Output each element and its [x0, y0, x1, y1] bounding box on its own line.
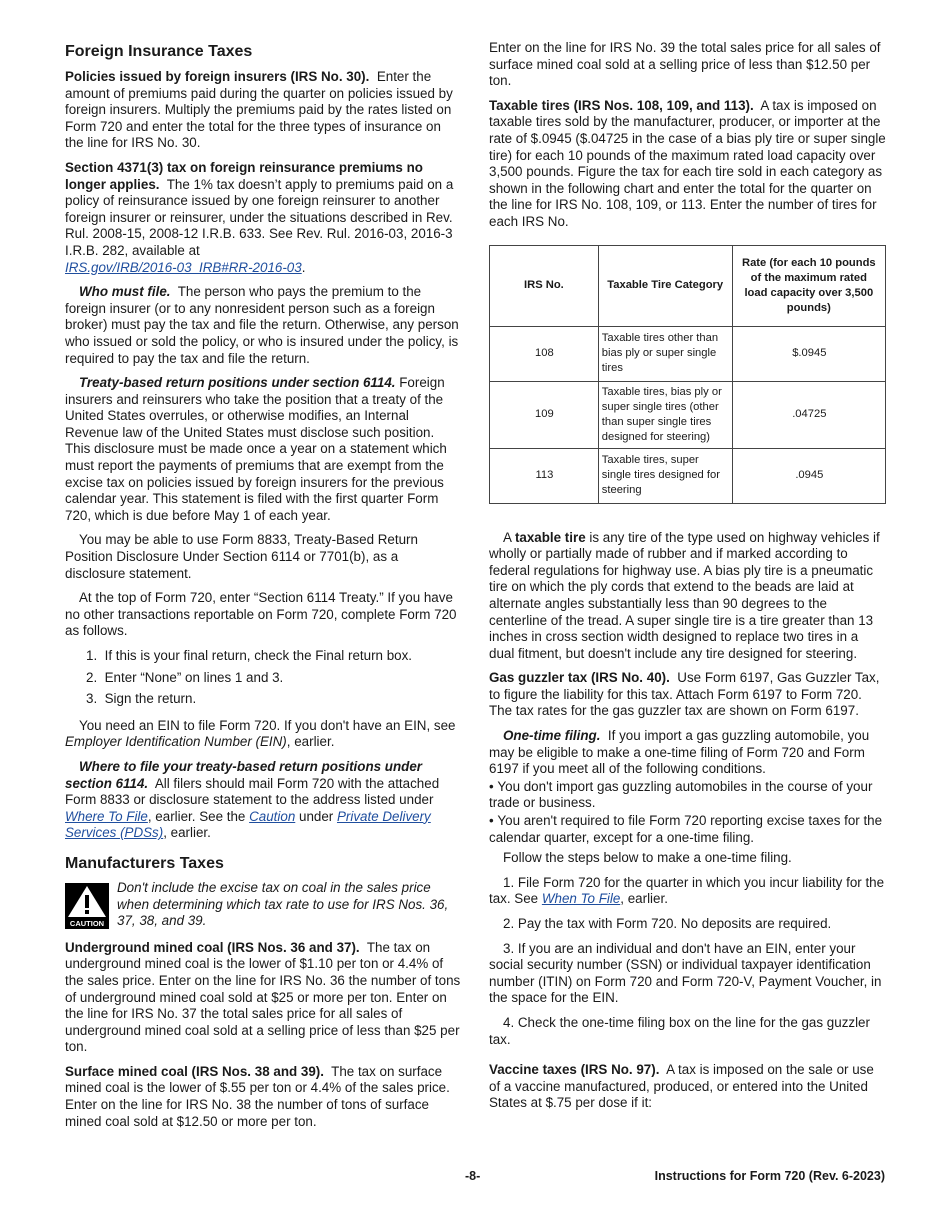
table-row — [490, 448, 886, 503]
ein-paragraph: You need an EIN to file Form 720. If you don't have an EIN, see Employer Identification Number (EIN), earlier. — [65, 717, 456, 750]
header-rate: Rate (for each 10 pounds of the maximum rated load capacity over 3,500 pounds) — [732, 245, 885, 326]
step-1: 1. File Form 720 for the quarter in which you incur liability for the tax. See When To File, earlier. — [489, 874, 885, 907]
cell-category: Taxable tires other than bias ply or super single tires — [598, 326, 732, 381]
header-irs-no: IRS No. — [490, 245, 599, 326]
table-header-row — [490, 245, 886, 326]
cell-category: Taxable tires, bias ply or super single tires (other than super single tires designed for steering) — [598, 381, 732, 448]
caution-link[interactable]: Caution — [249, 808, 296, 824]
page-number: -8- — [465, 1169, 481, 1183]
who-must-file-paragraph: Who must file. The person who pays the premium to the foreign insurer (or to any nonresident person such as a foreign broker) must pay the tax and file the return. Otherwise, any person who issued or sold the policy, or who is insured under the policy, is required to pay the tax and file the return. — [65, 284, 459, 366]
underground-coal-paragraph: Underground mined coal (IRS Nos. 36 and 37). The tax on underground mined coal is the lower of $1.10 per ton or 4.4% of the sales price. Enter on the line for IRS No. 36 the number of tons of underground mined coal sold at $25 or more per ton. Enter on the line for IRS No. 37 the total sales price for all sales of underground mined coal sold at a selling price of less than $25 per ton. — [65, 939, 461, 1055]
list-item: 2. Enter “None” on lines 1 and 3. — [86, 669, 284, 685]
list-item: 1. If this is your final return, check the Final return box. — [86, 648, 413, 663]
list-item: • You don't import gas guzzling automobiles in the course of your trade or business. — [489, 778, 873, 811]
cell-irs: 108 — [490, 326, 599, 381]
taxable-tires-paragraph: Taxable tires (IRS Nos. 108, 109, and 113). A tax is imposed on taxable tires sold by the manufacturer, producer, or importer at the rate of $.0945 ($.04725 in the case of a bias ply tire or super single tire) for each 10 pounds of the maximum rated load capacity over 3,500 pounds. Figure the tax for each tire sold in each category as shown in the following chart and enter the total for the quarter on the line for IRS No. 108, 109, or 113. Enter the number of tires for each IRS No. — [489, 97, 886, 229]
step-4: 4. Check the one-time filing box on the line for the gas guzzler tax. — [489, 1014, 870, 1047]
section-4371-paragraph: Section 4371(3) tax on foreign reinsurance premiums no longer applies. The 1% tax doesn’t apply to premiums paid on a policy of reinsurance issued by one foreign reinsurer to another foreign insurer or reinsurer, under the situations described in Rev. Rul. 2008-15, 2008-12 I.R.B. 633. See Rev. Rul. 2016-03, 2016-3 I.R.B. 282, available at IRS.gov/IRB/2016-03_IRB#RR-2016-03. — [65, 159, 454, 275]
top-of-form-paragraph: At the top of Form 720, enter “Section 6114 Treaty.” If you have no other transactions reportable on Form 720, complete Form 720 as follows. — [65, 590, 457, 639]
pds-link[interactable]: Private Delivery Services (PDSs) — [65, 808, 431, 841]
irs-39-paragraph: Enter on the line for IRS No. 39 the total sales price for all sales of surface mined coal sold at a selling price of less than $12.50 per ton. — [489, 40, 881, 89]
caution-text: Don't include the excise tax on coal in the sales price when determining which tax rate to use for IRS Nos. 36, 37, 38, and 39. — [117, 879, 449, 929]
cell-category: Taxable tires, super single tires designed for steering — [598, 448, 732, 503]
form-8833-paragraph: You may be able to use Form 8833, Treaty-Based Return Position Disclosure Under Section 6114 or 7701(b), as a disclosure statement. — [65, 532, 418, 581]
follow-steps-paragraph: Follow the steps below to make a one-time filing. — [503, 850, 792, 866]
list-item: 3. Sign the return. — [86, 691, 197, 707]
cell-rate: $.0945 — [732, 326, 885, 381]
table-row — [490, 381, 886, 448]
treaty-paragraph: Treaty-based return positions under section 6114. Foreign insurers and reinsurers who take the position that a treaty of the United States overrules, or otherwise modifies, an Internal Revenue law of the United States must disclose such position. This disclosure must be made once a year on a statement which must report the payments of premiums that are exempt from the excise tax on policies issued by foreign insurers for the previous calendar year. This statement is filed with the first quarter Form 720, which is due before May 1 of each year. — [65, 375, 447, 523]
manufacturers-taxes-heading: Manufacturers Taxes — [65, 854, 224, 872]
policies-paragraph: Policies issued by foreign insurers (IRS No. 30). Enter the amount of premiums paid during the quarter on policies issued by foreign insurers. Multiply the premiums paid by the rates listed on Form 720 and enter the total for the three types of insurance on the line for IRS No. 30. — [65, 69, 453, 151]
taxable-tire-definition: A taxable tire is any tire of the type used on highway vehicles if wholly or partially made of rubber and if marked according to federal regulations for highway use. A bias ply tire is a pneumatic tire on which the ply cords that extend to the beads are laid at alternate angles substantially less than 90 degrees to the centerline of the tread. A super single tire is a tire greater than 13 inches in cross section width designed to replace two tires in a dual fitment, but doesn't include any tire designed for steering. — [489, 529, 880, 661]
caution-label: CAUTION — [69, 918, 105, 928]
foreign-insurance-heading: Foreign Insurance Taxes — [65, 43, 253, 60]
right-column — [489, 40, 886, 1120]
gas-guzzler-paragraph: Gas guzzler tax (IRS No. 40). Use Form 6197, Gas Guzzler Tax, to figure the liability for this tax. Attach Form 6197 to Form 720. The tax rates for the gas guzzler tax are shown on Form 6197. — [489, 670, 880, 719]
cell-irs: 109 — [490, 381, 599, 448]
caution-icon — [65, 883, 109, 929]
surface-coal-paragraph: Surface mined coal (IRS Nos. 38 and 39). The tax on surface mined coal is the lower of $.55 per ton or 4.4% of the sales price. Enter on the line for IRS No. 38 the number of tons of surface mined coal sold at $12.50 or more per ton. — [65, 1063, 450, 1129]
step-3: 3. If you are an individual and don't have an EIN, enter your social security number (SSN) or individual taxpayer identification number (ITIN) on Form 720 and Form 720-V, Payment Voucher, in the space for the EIN. — [489, 940, 882, 1006]
filing-steps-list — [65, 648, 462, 708]
where-to-file-paragraph: Where to file your treaty-based return positions under section 6114. All filers should mail Form 720 with the attached Form 8833 or disclosure statement to the address listed under Where To File, earlier. See the Caution under Private Delivery Services (PDSs), earlier. — [65, 758, 440, 841]
footer-title: Instructions for Form 720 (Rev. 6-2023) — [654, 1169, 885, 1183]
step-2: 2. Pay the tax with Form 720. No deposits are required. — [503, 916, 832, 931]
when-to-file-link[interactable]: When To File — [541, 891, 621, 907]
list-item: • You aren't required to file Form 720 reporting excise taxes for the calendar quarter, except for a one-time filing. — [489, 813, 883, 845]
left-column — [65, 40, 462, 1138]
tire-rate-table — [489, 245, 886, 504]
table-row — [490, 326, 886, 381]
cell-irs: 113 — [490, 448, 599, 503]
one-time-filing-paragraph: One-time filing. If you import a gas guzzling automobile, you may be eligible to make a one-time filing of Form 720 and Form 6197 if you meet all of the following conditions. — [489, 728, 870, 777]
rev-rul-link[interactable]: IRS.gov/IRB/2016-03_IRB#RR-2016-03 — [65, 259, 302, 275]
header-category: Taxable Tire Category — [598, 245, 732, 326]
cell-rate: .0945 — [732, 448, 885, 503]
where-to-file-link[interactable]: Where To File — [65, 808, 148, 824]
cell-rate: .04725 — [732, 381, 885, 448]
vaccine-taxes-paragraph: Vaccine taxes (IRS No. 97). A tax is imposed on the sale or use of a vaccine manufactured, produced, or entered into the United States at $.75 per dose if it: — [489, 1062, 874, 1111]
caution-box — [65, 880, 462, 930]
